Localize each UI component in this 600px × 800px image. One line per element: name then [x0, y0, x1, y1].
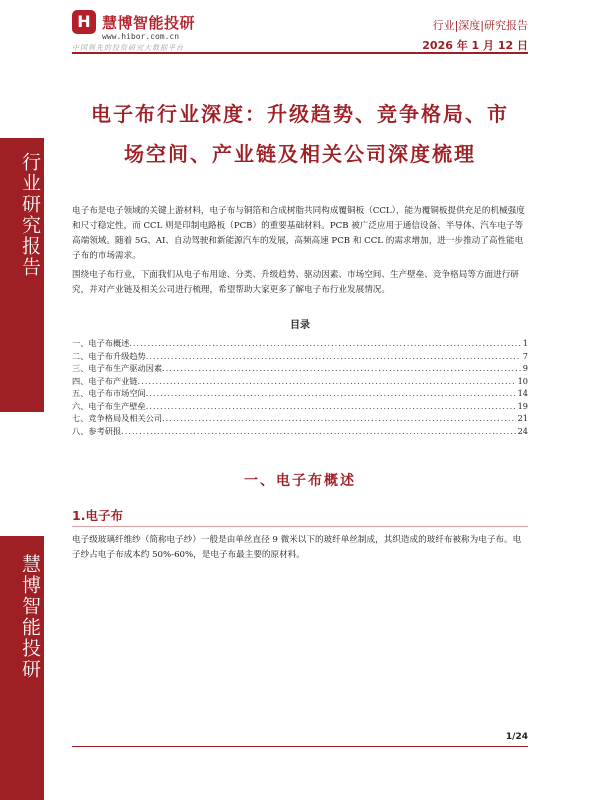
toc-item[interactable] [72, 412, 528, 425]
toc-leader [146, 350, 521, 363]
toc-item[interactable] [72, 362, 528, 375]
report-title-line-1: 电子布行业深度：升级趋势、竞争格局、市 [91, 102, 509, 126]
toc-item-page: 1 [522, 338, 528, 348]
logo-mark-icon [72, 10, 96, 34]
toc-title: 目录 [290, 320, 310, 331]
logo-slogan: 中国领先的投资研究大数据平台 [72, 44, 184, 52]
logo-name: 慧博智能投研 [102, 14, 196, 32]
toc-item-label: 八、参考研报 [72, 425, 122, 436]
toc-item-page: 7 [522, 350, 528, 361]
sidebar-label-brand: 慧博智能投研 [19, 554, 41, 680]
toc-item-page: 14 [517, 388, 528, 398]
toc-item-label: 二、电子布升级趋势 [72, 350, 146, 361]
toc-item[interactable] [72, 350, 528, 363]
section-heading: 一、电子布概述 [244, 473, 356, 489]
toc-item[interactable] [72, 337, 528, 350]
toc-item-label: 四、电子布产业链 [72, 375, 138, 386]
subsection-divider [72, 526, 528, 527]
table-of-contents [72, 337, 528, 437]
toc-leader [121, 425, 515, 438]
toc-leader [162, 412, 516, 425]
page-number: 1/24 [505, 732, 528, 742]
sidebar-band-top [0, 138, 44, 412]
toc-item-label: 五、电子布市场空间 [72, 388, 146, 398]
subsection-heading: 1.电子布 [72, 508, 123, 523]
intro-paragraph-1: 电子布是电子领域的关键上游材料，电子布与铜箔和合成树脂共同构成覆铜板（CCL），能为覆铜板提供充足的机械强度和尺寸稳定性，而 CCL 则是印制电路板（PCB）的重要基础材料。PCB 被广泛应用于通信设备、半导体、汽车电子等高端领域。随着 5G、AI、自动驾驶和新能源汽车的发展，高频高速 PCB 和 CCL 的需求增加，进一步推动了高性能电子布的市场需求。 [72, 206, 525, 261]
toc-item[interactable] [72, 375, 528, 388]
header-divider [72, 52, 528, 54]
footer-divider [72, 746, 528, 747]
toc-item-page: 10 [517, 375, 528, 386]
toc-item-label: 一、电子布概述 [72, 338, 130, 348]
report-category: 行业|深度|研究报告 [432, 19, 528, 32]
toc-item[interactable] [72, 425, 528, 438]
toc-item-label: 三、电子布生产驱动因素 [72, 363, 163, 373]
report-title-line-2: 场空间、产业链及相关公司深度梳理 [124, 142, 476, 166]
intro-paragraph-2: 围绕电子布行业，下面我们从电子布用途、分类、升级趋势、驱动因素、市场空间、生产壁垒、竞争格局等方面进行研究，并对产业链及相关公司进行梳理，希望帮助大家更多了解电子布行业发展情况。 [72, 270, 519, 295]
toc-item-page: 9 [522, 363, 528, 373]
toc-item-page: 21 [517, 413, 528, 423]
toc-item-page: 24 [517, 425, 528, 436]
header-meta [422, 17, 528, 53]
toc-leader [146, 400, 516, 413]
toc-item[interactable] [72, 387, 528, 400]
toc-leader [146, 387, 516, 400]
toc-leader [162, 362, 521, 375]
sidebar-label-report-type: 行业研究报告 [19, 152, 41, 278]
toc-leader [138, 375, 516, 388]
toc-item-label: 六、电子布生产壁垒 [72, 400, 146, 411]
toc-leader [129, 337, 520, 350]
sidebar-band-bottom [0, 536, 44, 800]
report-date: 2026 年 1 月 12 日 [422, 39, 528, 52]
logo-url: www.hibor.com.cn [102, 32, 180, 41]
toc-item-label: 七、竞争格局及相关公司 [72, 413, 163, 423]
toc-item-page: 19 [517, 400, 528, 411]
toc-item[interactable] [72, 400, 528, 413]
section-body-paragraph: 电子级玻璃纤维纱（简称电子纱）一般是由单丝直径 9 微米以下的玻纤单丝制成，其织造成的玻纤布被称为电子布。电子纱占电子布成本约 50%-60%，是电子布最主要的原材料。 [72, 535, 522, 560]
brand-logo[interactable] [72, 10, 272, 50]
report-title [72, 94, 528, 174]
